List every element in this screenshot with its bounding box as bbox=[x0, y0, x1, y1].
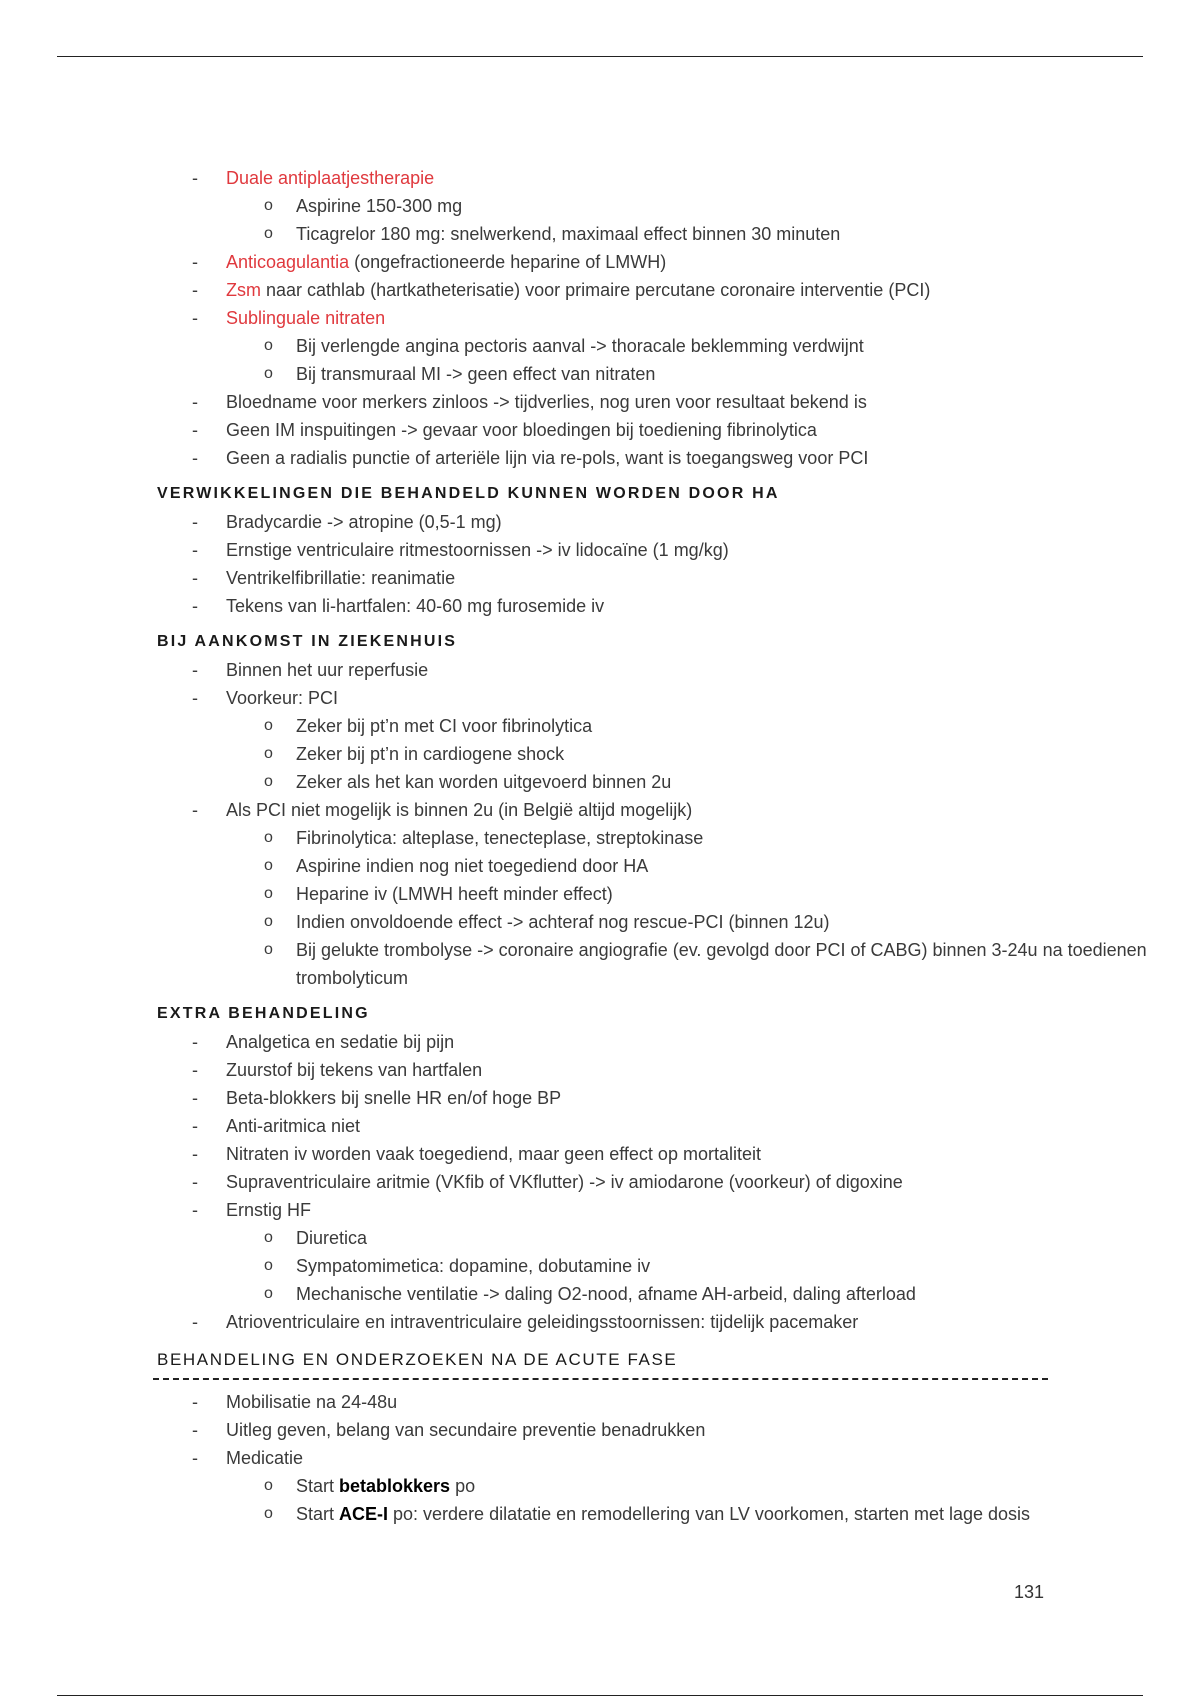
dash-bullet-icon: - bbox=[192, 660, 198, 680]
list-item bbox=[0, 1416, 1200, 1444]
item-text: Start bbox=[296, 1476, 340, 1496]
item-text: (ongefractioneerde heparine of LMWH) bbox=[349, 252, 667, 272]
item-text: Tekens van li-hartfalen: 40-60 mg furosemide iv bbox=[226, 596, 605, 616]
dash-bullet-icon: - bbox=[192, 1448, 198, 1468]
dash-bullet-icon: - bbox=[192, 1200, 198, 1220]
circle-bullet-icon: o bbox=[264, 1477, 273, 1494]
item-text: po bbox=[450, 1476, 476, 1496]
item-text: Nitraten iv worden vaak toegediend, maar geen effect op mortaliteit bbox=[226, 1144, 761, 1164]
list-item bbox=[0, 684, 1200, 712]
list-item bbox=[0, 1196, 1200, 1224]
bold-term: ACE-I bbox=[339, 1504, 389, 1524]
list-item bbox=[0, 508, 1200, 536]
sub-list-item bbox=[0, 332, 1200, 360]
dash-bullet-icon: - bbox=[192, 1172, 198, 1192]
dash-bullet-icon: - bbox=[192, 1420, 198, 1440]
list-item bbox=[0, 1140, 1200, 1168]
dash-bullet-icon: - bbox=[192, 596, 198, 616]
list-item bbox=[0, 1444, 1200, 1472]
item-text: Bij gelukte trombolyse -> coronaire angiografie (ev. gevolgd door PCI of CABG) binnen 3-24u na toedienen trombolyticum bbox=[296, 940, 1147, 988]
item-text: Bij transmuraal MI -> geen effect van nitraten bbox=[296, 364, 656, 384]
circle-bullet-icon: o bbox=[264, 337, 273, 354]
item-text: Analgetica en sedatie bij pijn bbox=[226, 1032, 455, 1052]
dash-bullet-icon: - bbox=[192, 420, 198, 440]
heading-after-acute: BEHANDELING EN ONDERZOEKEN NA DE ACUTE FASE bbox=[153, 1346, 1048, 1380]
list-item bbox=[0, 248, 1200, 276]
circle-bullet-icon: o bbox=[264, 745, 273, 762]
list-item bbox=[0, 416, 1200, 444]
item-text: Bloedname voor merkers zinloos -> tijdverlies, nog uren voor resultaat bekend is bbox=[226, 392, 867, 412]
item-text: Als PCI niet mogelijk is binnen 2u (in België altijd mogelijk) bbox=[226, 800, 693, 820]
list-item bbox=[0, 388, 1200, 416]
list-item bbox=[0, 1168, 1200, 1196]
list-item bbox=[0, 1388, 1200, 1416]
heading-extra: EXTRA BEHANDELING bbox=[157, 1005, 370, 1022]
list-item bbox=[0, 656, 1200, 684]
dash-bullet-icon: - bbox=[192, 1392, 198, 1412]
dash-bullet-icon: - bbox=[192, 252, 198, 272]
dash-bullet-icon: - bbox=[192, 308, 198, 328]
item-text: Heparine iv (LMWH heeft minder effect) bbox=[296, 884, 613, 904]
sub-list-item bbox=[0, 1472, 1200, 1500]
circle-bullet-icon: o bbox=[264, 1257, 273, 1274]
item-text: Zeker bij pt’n in cardiogene shock bbox=[296, 744, 565, 764]
highlighted-term: Sublinguale nitraten bbox=[226, 308, 386, 328]
dash-bullet-icon: - bbox=[192, 168, 198, 188]
highlighted-term: Duale antiplaatjestherapie bbox=[226, 168, 435, 188]
dash-bullet-icon: - bbox=[192, 688, 198, 708]
sub-list-item bbox=[0, 852, 1200, 880]
list-item bbox=[0, 564, 1200, 592]
heading-complications: VERWIKKELINGEN DIE BEHANDELD KUNNEN WORDEN DOOR HA bbox=[157, 485, 780, 502]
item-text: Ventrikelfibrillatie: reanimatie bbox=[226, 568, 456, 588]
sub-list-item bbox=[0, 360, 1200, 388]
dash-bullet-icon: - bbox=[192, 1144, 198, 1164]
complications-list bbox=[0, 508, 1200, 620]
page-content bbox=[0, 164, 1200, 1528]
item-text: Sympatomimetica: dopamine, dobutamine iv bbox=[296, 1256, 651, 1276]
item-text: Bradycardie -> atropine (0,5-1 mg) bbox=[226, 512, 502, 532]
item-text: Start bbox=[296, 1504, 340, 1524]
circle-bullet-icon: o bbox=[264, 773, 273, 790]
circle-bullet-icon: o bbox=[264, 913, 273, 930]
item-text: Zeker bij pt’n met CI voor fibrinolytica bbox=[296, 716, 593, 736]
highlighted-term: Anticoagulantia bbox=[226, 252, 350, 272]
sub-list-item bbox=[0, 1500, 1200, 1528]
sub-list-item bbox=[0, 768, 1200, 796]
item-text: Supraventriculaire aritmie (VKfib of VKflutter) -> iv amiodarone (voorkeur) of digoxine bbox=[226, 1172, 903, 1192]
dash-bullet-icon: - bbox=[192, 568, 198, 588]
item-text: Diuretica bbox=[296, 1228, 368, 1248]
item-text: Zuurstof bij tekens van hartfalen bbox=[226, 1060, 483, 1080]
intro-list bbox=[0, 164, 1200, 472]
list-item bbox=[0, 304, 1200, 332]
sub-list-item bbox=[0, 192, 1200, 220]
item-text: Mechanische ventilatie -> daling O2-nood, afname AH-arbeid, daling afterload bbox=[296, 1284, 916, 1304]
circle-bullet-icon: o bbox=[264, 941, 273, 958]
list-item bbox=[0, 276, 1200, 304]
item-text: Ernstige ventriculaire ritmestoornissen -> iv lidocaïne (1 mg/kg) bbox=[226, 540, 729, 560]
list-item bbox=[0, 592, 1200, 620]
list-item bbox=[0, 1308, 1200, 1336]
item-text: Ticagrelor 180 mg: snelwerkend, maximaal effect binnen 30 minuten bbox=[296, 224, 841, 244]
item-text: Ernstig HF bbox=[226, 1200, 312, 1220]
dash-bullet-icon: - bbox=[192, 1116, 198, 1136]
highlighted-term: Zsm bbox=[226, 280, 261, 300]
item-text: Mobilisatie na 24-48u bbox=[226, 1392, 398, 1412]
item-text: Zeker als het kan worden uitgevoerd binnen 2u bbox=[296, 772, 672, 792]
sub-list-item bbox=[0, 220, 1200, 248]
item-text: Medicatie bbox=[226, 1448, 304, 1468]
sub-list-item bbox=[0, 1280, 1200, 1308]
item-text: Aspirine 150-300 mg bbox=[296, 196, 463, 216]
footer-rule bbox=[57, 1695, 1143, 1696]
page-number: 131 bbox=[1013, 1582, 1044, 1602]
item-text: Geen a radialis punctie of arteriële lijn via re-pols, want is toegangsweg voor PCI bbox=[226, 448, 869, 468]
dash-bullet-icon: - bbox=[192, 392, 198, 412]
item-text: Beta-blokkers bij snelle HR en/of hoge BP bbox=[226, 1088, 562, 1108]
sub-list-item bbox=[0, 712, 1200, 740]
dash-bullet-icon: - bbox=[192, 1060, 198, 1080]
heading-hospital: BIJ AANKOMST IN ZIEKENHUIS bbox=[157, 633, 458, 650]
list-item bbox=[0, 796, 1200, 824]
item-text: Binnen het uur reperfusie bbox=[226, 660, 429, 680]
sub-list-item bbox=[0, 936, 1200, 992]
after-acute-list bbox=[0, 1388, 1200, 1528]
circle-bullet-icon: o bbox=[264, 197, 273, 214]
item-text: Aspirine indien nog niet toegediend door HA bbox=[296, 856, 649, 876]
dash-bullet-icon: - bbox=[192, 540, 198, 560]
sub-list-item bbox=[0, 824, 1200, 852]
circle-bullet-icon: o bbox=[264, 829, 273, 846]
circle-bullet-icon: o bbox=[264, 365, 273, 382]
list-item bbox=[0, 1112, 1200, 1140]
circle-bullet-icon: o bbox=[264, 1285, 273, 1302]
item-text: Voorkeur: PCI bbox=[226, 688, 339, 708]
circle-bullet-icon: o bbox=[264, 857, 273, 874]
circle-bullet-icon: o bbox=[264, 1229, 273, 1246]
item-text: po: verdere dilatatie en remodellering van LV voorkomen, starten met lage dosis bbox=[388, 1504, 1031, 1524]
item-text: Indien onvoldoende effect -> achteraf nog rescue-PCI (binnen 12u) bbox=[296, 912, 830, 932]
circle-bullet-icon: o bbox=[264, 225, 273, 242]
dash-bullet-icon: - bbox=[192, 512, 198, 532]
dash-bullet-icon: - bbox=[192, 1088, 198, 1108]
hospital-list bbox=[0, 656, 1200, 992]
list-item bbox=[0, 444, 1200, 472]
item-text: Anti-aritmica niet bbox=[226, 1116, 361, 1136]
dash-bullet-icon: - bbox=[192, 1032, 198, 1052]
list-item bbox=[0, 164, 1200, 192]
item-text: Atrioventriculaire en intraventriculaire geleidingsstoornissen: tijdelijk pacemaker bbox=[226, 1312, 859, 1332]
dash-bullet-icon: - bbox=[192, 800, 198, 820]
list-item bbox=[0, 1056, 1200, 1084]
bold-term: betablokkers bbox=[339, 1476, 451, 1496]
circle-bullet-icon: o bbox=[264, 717, 273, 734]
dash-bullet-icon: - bbox=[192, 280, 198, 300]
item-text: Bij verlengde angina pectoris aanval -> thoracale beklemming verdwijnt bbox=[296, 336, 864, 356]
extra-list bbox=[0, 1028, 1200, 1336]
item-text: naar cathlab (hartkatheterisatie) voor primaire percutane coronaire interventie (PCI) bbox=[261, 280, 931, 300]
item-text: Fibrinolytica: alteplase, tenecteplase, streptokinase bbox=[296, 828, 704, 848]
list-item bbox=[0, 1084, 1200, 1112]
circle-bullet-icon: o bbox=[264, 885, 273, 902]
sub-list-item bbox=[0, 740, 1200, 768]
item-text: Uitleg geven, belang van secundaire preventie benadrukken bbox=[226, 1420, 706, 1440]
dash-bullet-icon: - bbox=[192, 1312, 198, 1332]
sub-list-item bbox=[0, 1224, 1200, 1252]
list-item bbox=[0, 1028, 1200, 1056]
sub-list-item bbox=[0, 1252, 1200, 1280]
circle-bullet-icon: o bbox=[264, 1505, 273, 1522]
dash-bullet-icon: - bbox=[192, 448, 198, 468]
sub-list-item bbox=[0, 880, 1200, 908]
sub-list-item bbox=[0, 908, 1200, 936]
item-text: Geen IM inspuitingen -> gevaar voor bloedingen bij toediening fibrinolytica bbox=[226, 420, 817, 440]
header-rule bbox=[57, 56, 1143, 57]
list-item bbox=[0, 536, 1200, 564]
